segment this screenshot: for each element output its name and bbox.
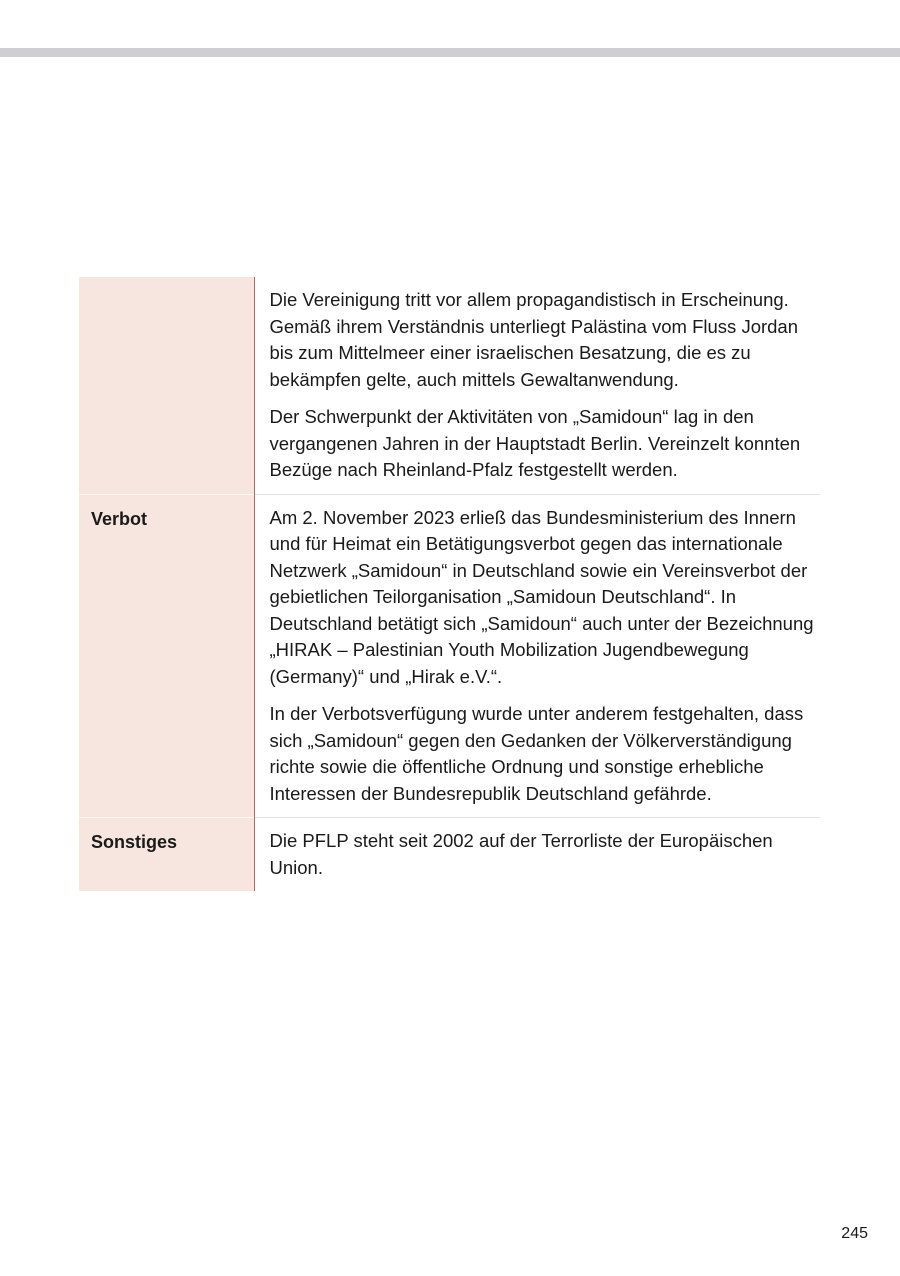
row-content [254, 818, 820, 892]
table-row-description [79, 277, 820, 494]
row-label: Sonstiges [79, 818, 254, 892]
row-content [254, 277, 820, 494]
row-label: Verbot [79, 494, 254, 818]
table-row-verbot [79, 494, 820, 818]
paragraph: In der Verbotsverfügung wurde unter anderem festgehalten, dass sich „Samidoun“ gegen den Gedanken der Völkerverständigung richte sowie die öffentliche Ordnung und sonstige erhebliche Interessen der Bundesrepublik Deutschland gefährde. [269, 703, 804, 804]
page-number: 245 [841, 1225, 868, 1242]
paragraph: Die Vereinigung tritt vor allem propagandistisch in Erscheinung. Gemäß ihrem Verständnis unterliegt Palästina vom Fluss Jordan bis zum Mittelmeer einer israelischen Besatzung, die es zu bekämpfen gelte, auch mittels Gewaltanwendung. [269, 289, 799, 390]
paragraph: Die PFLP steht seit 2002 auf der Terrorliste der Europäischen Union. [269, 830, 773, 878]
header-bar [0, 48, 900, 57]
row-content [254, 494, 820, 818]
info-table [79, 277, 820, 891]
paragraph: Am 2. November 2023 erließ das Bundesministerium des Innern und für Heimat ein Betätigungsverbot gegen das internationale Netzwerk „Samidoun“ in Deutschland sowie ein Vereinsverbot der gebietlichen Teilorganisation „Samidoun Deutschland“. In Deutschland betätigt sich „Samidoun“ auch unter der Bezeichnung „HIRAK – Palestinian Youth Mobilization Jugendbewegung (Germany)“ und „Hirak e.V.“. [269, 506, 814, 687]
row-label [79, 277, 254, 494]
table-row-sonstiges [79, 818, 820, 892]
paragraph: Der Schwerpunkt der Aktivitäten von „Samidoun“ lag in den vergangenen Jahren in der Hauptstadt Berlin. Vereinzelt konnten Bezüge nach Rheinland-Pfalz festgestellt werden. [269, 406, 801, 480]
